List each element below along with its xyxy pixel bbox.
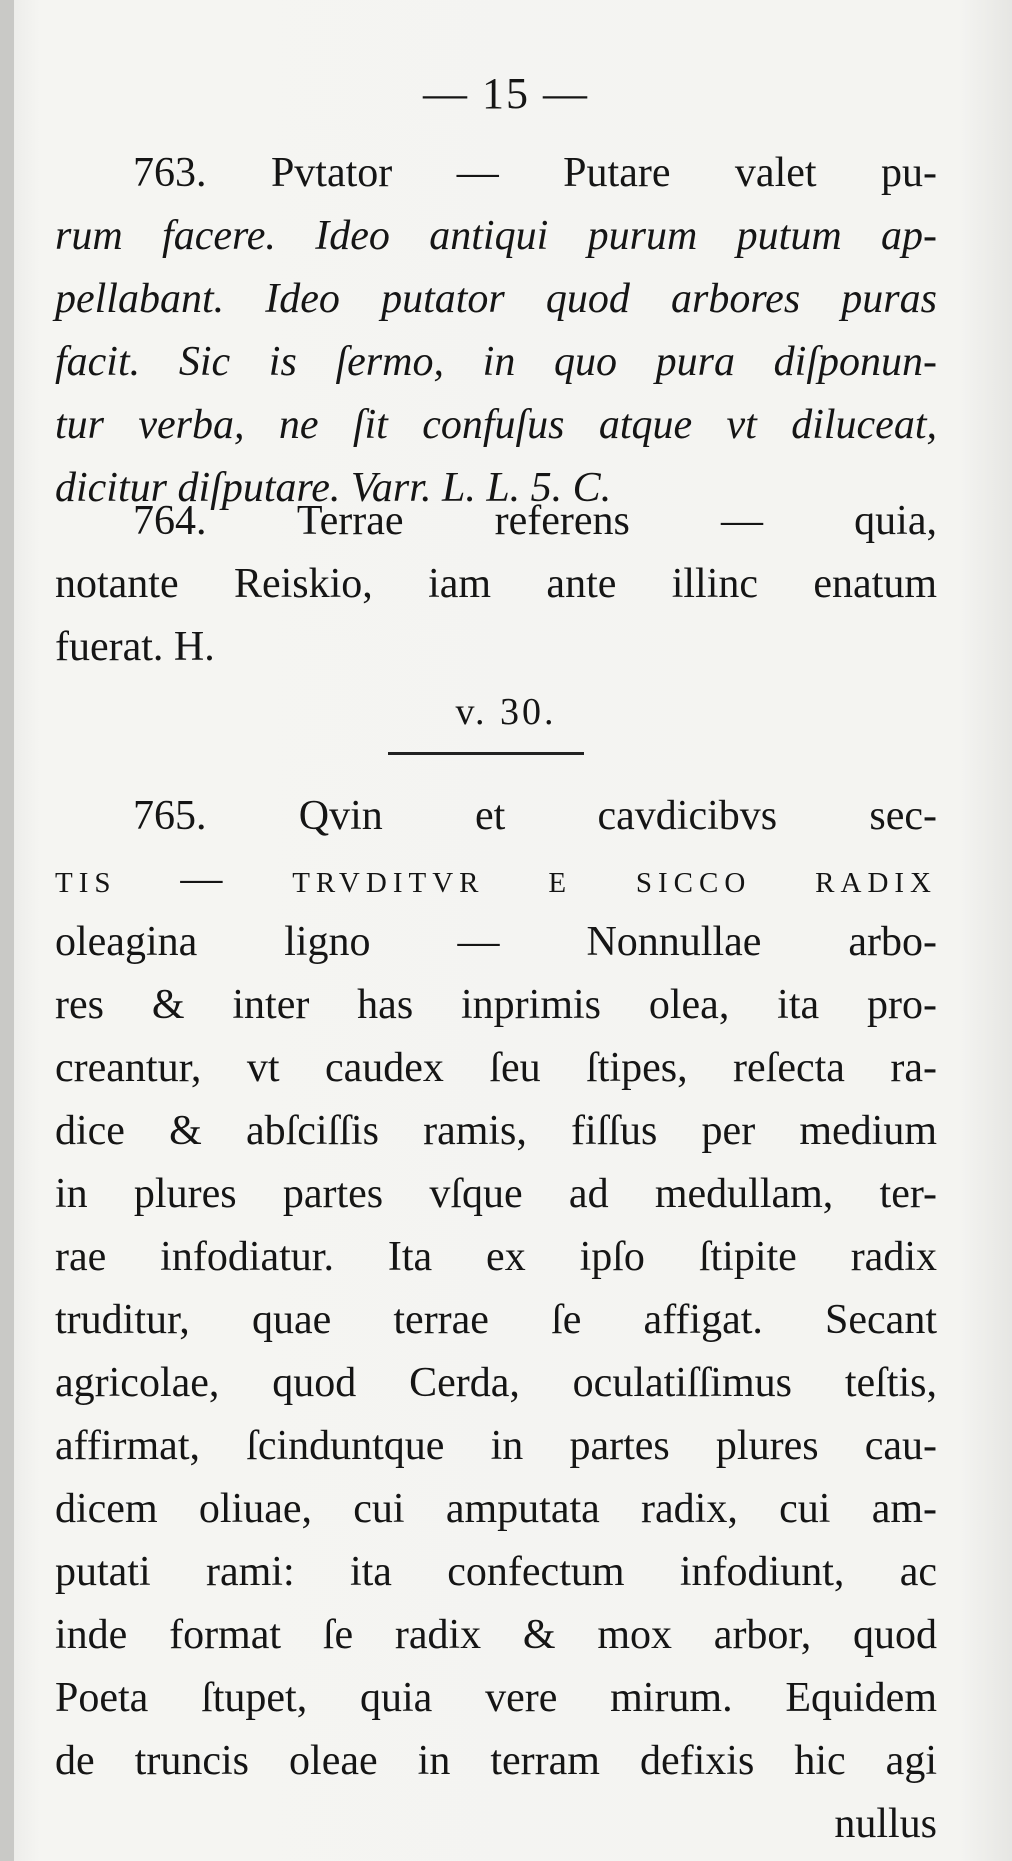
note-line: rae infodiatur. Ita ex ipſo ſtipite radix	[55, 1234, 937, 1280]
note-line: dicitur diſputare. Varr. L. L. 5. C.	[55, 465, 612, 511]
note-line: putati rami: ita confectum infodiunt, ac	[55, 1549, 937, 1595]
note-line: affirmat, ſcinduntque in partes plures cau-	[55, 1423, 937, 1469]
note-line: fuerat. H.	[55, 624, 215, 670]
note-line: notante Reiskio, iam ante illinc enatum	[55, 561, 937, 607]
note-line: tis — trvditvr e sicco radix	[55, 856, 937, 902]
note-line: 764. Terrae referens — quia,	[133, 498, 937, 544]
note-line: 763. Pvtator — Putare valet pu-	[133, 150, 937, 196]
verse-marker: v. 30.	[455, 691, 557, 733]
note-line: inde format ſe radix & mox arbor, quod	[55, 1612, 937, 1658]
note-line: 765. Qvin et cavdicibvs sec-	[133, 793, 937, 839]
note-line: truditur, quae terrae ſe affigat. Secant	[55, 1297, 937, 1343]
note-line: de truncis oleae in terram defixis hic agi	[55, 1738, 937, 1784]
note-line: rum facere. Ideo antiqui purum putum ap-	[55, 213, 937, 259]
note-765	[55, 785, 937, 1856]
page-number: — 15 —	[423, 69, 589, 118]
note-line: dicem oliuae, cui amputata radix, cui am-	[55, 1486, 937, 1532]
note-line: creantur, vt caudex ſeu ſtipes, reſecta ra-	[55, 1045, 937, 1091]
page-edge-shadow	[0, 0, 14, 1861]
note-764	[55, 490, 937, 679]
note-line: tur verba, ne ſit confuſus atque vt diluceat,	[55, 402, 937, 448]
note-line: in plures partes vſque ad medullam, ter-	[55, 1171, 937, 1217]
section-rule	[388, 752, 584, 755]
note-line: oleagina ligno — Nonnullae arbo-	[55, 919, 937, 965]
note-763	[55, 142, 937, 520]
note-line: res & inter has inprimis olea, ita pro-	[55, 982, 937, 1028]
catchword: nullus	[834, 1801, 937, 1847]
note-line: agricolae, quod Cerda, oculatiſſimus teſtis,	[55, 1360, 937, 1406]
note-line: Poeta ſtupet, quia vere mirum. Equidem	[55, 1675, 937, 1721]
note-line: pellabant. Ideo putator quod arbores puras	[55, 276, 937, 322]
note-line: facit. Sic is ſermo, in quo pura diſponun-	[55, 339, 937, 385]
note-line: dice & abſciſſis ramis, fiſſus per medium	[55, 1108, 937, 1154]
